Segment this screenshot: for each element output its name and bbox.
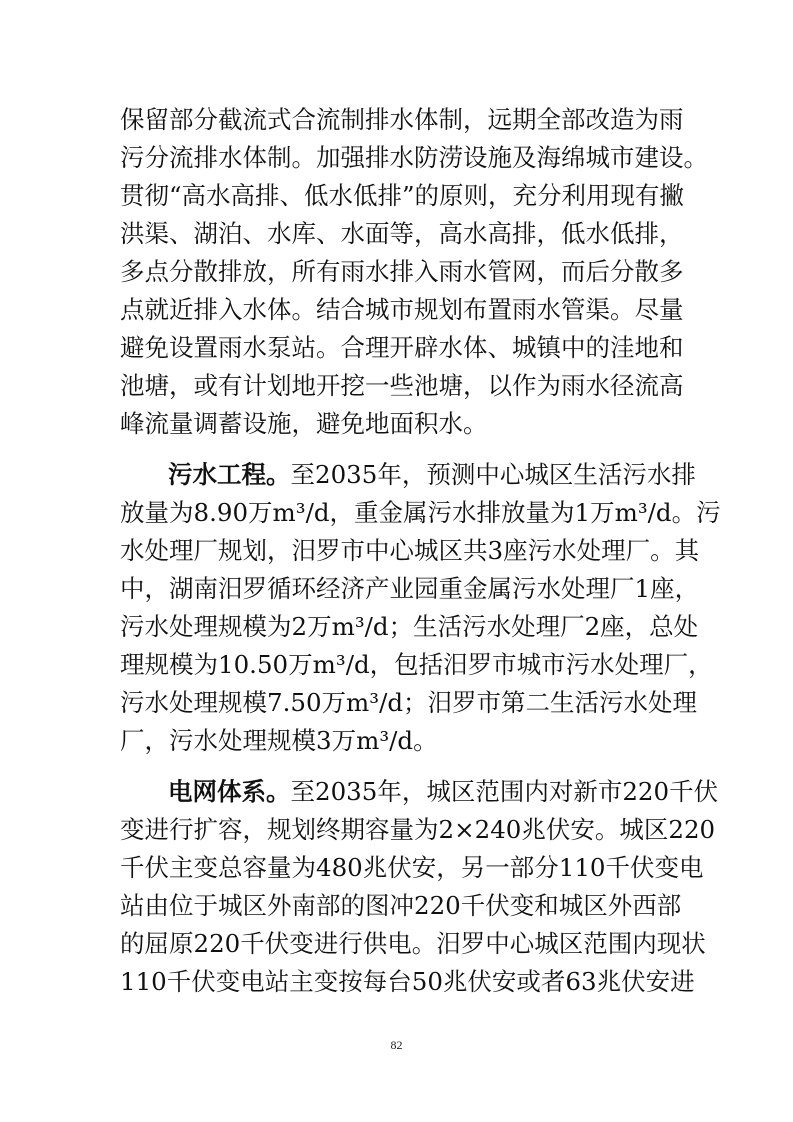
text-line: 变进行扩容，规划终期容量为2×240兆伏安。城区220 <box>120 815 716 844</box>
text-line: 多点分散排放，所有雨水排入雨水管网，而后分散多 <box>120 257 684 286</box>
text-line: 放量为8.90万m³/d，重金属污水排放量为1万m³/d。污 <box>120 498 721 527</box>
page-number: 82 <box>390 1038 403 1052</box>
section-lead-sewage: 污水工程。 <box>168 460 291 489</box>
section-lead-power-grid: 电网体系。 <box>168 777 291 806</box>
text-line: 池塘，或有计划地开挖一些池塘，以作为雨水径流高 <box>120 371 684 400</box>
text-line: 中，湖南汨罗循环经济产业园重金属污水处理厂1座， <box>120 574 700 603</box>
text-line: 厂，污水处理规模3万m³/d。 <box>120 726 438 755</box>
text-line: 污分流排水体制。加强排水防涝设施及海绵城市建设。 <box>120 143 708 172</box>
text-line: 点就近排入水体。结合城市规划布置雨水管渠。尽量 <box>120 295 684 324</box>
text-line: 污水处理规模为2万m³/d；生活污水处理厂2座，总处 <box>120 612 699 641</box>
text-line: 洪渠、湖泊、水库、水面等，高水高排，低水低排， <box>120 219 684 248</box>
text-line: 110千伏变电站主变按每台50兆伏安或者63兆伏安进 <box>120 967 695 996</box>
text-line: 避免设置雨水泵站。合理开辟水体、城镇中的洼地和 <box>120 333 684 362</box>
paragraph-first-line <box>168 460 696 490</box>
text-line: 千伏主变总容量为480兆伏安，另一部分110千伏变电 <box>120 853 704 882</box>
text-line: 的屈原220千伏变进行供电。汨罗中心城区范围内现状 <box>120 929 706 958</box>
text-line: 理规模为10.50万m³/d，包括汨罗市城市污水处理厂， <box>120 650 713 679</box>
text-span: 至2035年，预测中心城区生活污水排 <box>290 460 696 489</box>
text-line: 峰流量调蓄设施，避免地面积水。 <box>120 409 488 438</box>
text-line: 贯彻“高水高排、低水低排”的原则，充分利用现有撇 <box>120 181 685 210</box>
text-line: 站由位于城区外南部的图冲220千伏变和城区外西部 <box>120 891 682 920</box>
text-span: 至2035年，城区范围内对新市220千伏 <box>290 777 719 806</box>
text-line: 污水处理规模7.50万m³/d；汨罗市第二生活污水处理 <box>120 688 698 717</box>
text-line: 水处理厂规划，汨罗市中心城区共3座污水处理厂。其 <box>120 536 700 565</box>
paragraph-first-line <box>168 777 719 807</box>
text-line: 保留部分截流式合流制排水体制，远期全部改造为雨 <box>120 105 684 134</box>
